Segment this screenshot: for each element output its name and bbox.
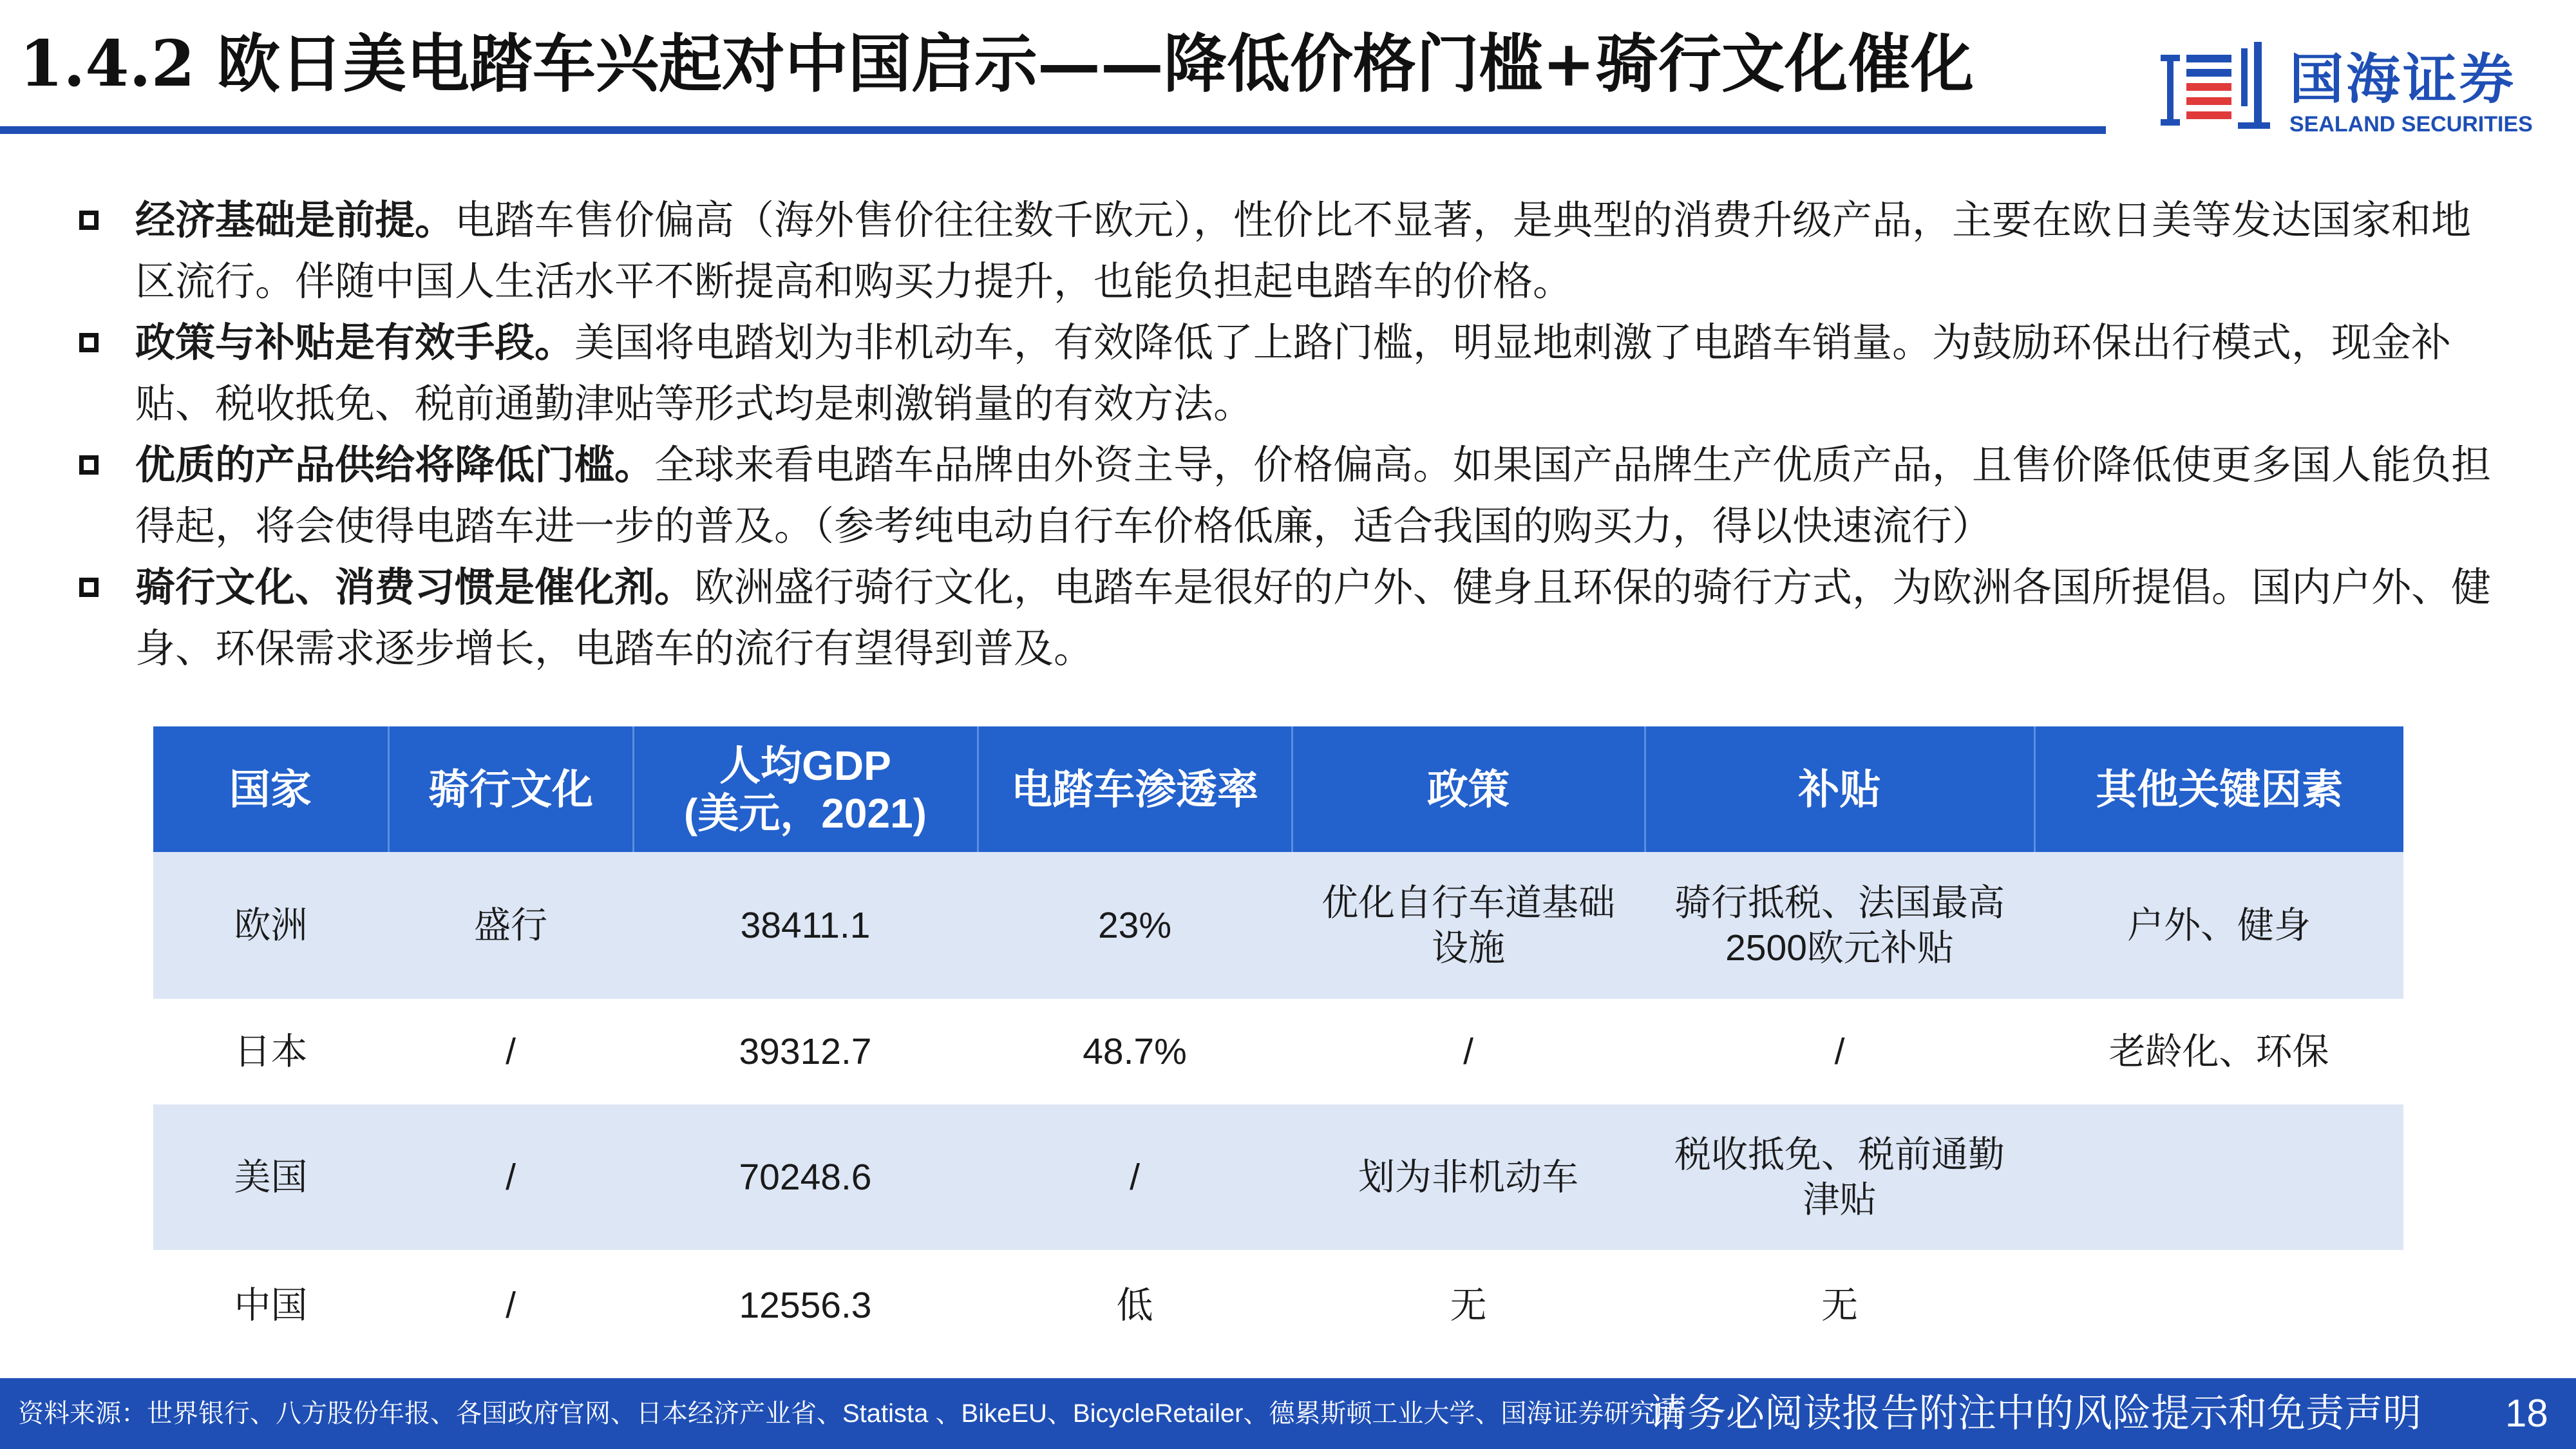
logo-english-name: SEALAND SECURITIES (2289, 112, 2533, 137)
table-cell: 39312.7 (633, 999, 978, 1104)
table-cell: 48.7% (978, 999, 1292, 1104)
table-cell: 低 (978, 1250, 1292, 1361)
square-bullet-icon (79, 455, 99, 475)
table-cell: 日本 (153, 999, 388, 1104)
table-cell (2034, 1250, 2403, 1361)
page-number: 18 (2505, 1392, 2548, 1435)
table-row (153, 1104, 2403, 1250)
bullet-text: 全球来看电踏车品牌由外资主导，价格偏高。如果国产品牌生产优质产品，且售价降低使更多国人能负担得起，将会使得电踏车进一步的普及。（参考纯电动自行车价格低廉，适合我国的购买力，得以快速流行） (135, 443, 2492, 549)
bullet-text: 电踏车售价偏高（海外售价往往数千欧元），性价比不显著，是典型的消费升级产品，主要在欧日美等发达国家和地区流行。伴随中国人生活水平不断提高和购买力提升，也能负担起电踏车的价格。 (135, 198, 2472, 304)
company-logo (2161, 42, 2533, 145)
sealand-logo-icon (2161, 42, 2277, 138)
bullet-text: 欧洲盛行骑行文化，电踏车是很好的户外、健身且环保的骑行方式，为欧洲各国所提倡。国内户外、健身、环保需求逐步增长，电踏车的流行有望得到普及。 (135, 565, 2492, 671)
header-cell: 其他关键因素 (2034, 726, 2403, 852)
table-cell: 欧洲 (153, 852, 388, 999)
disclaimer-notice: 请务必阅读报告附注中的风险提示和免责声明 (1649, 1392, 2421, 1435)
header-gdp-unit: (美元，2021) (684, 790, 927, 837)
table-cell: / (388, 1250, 633, 1361)
bullet-item (74, 190, 2508, 312)
table-cell: 无 (1292, 1250, 1645, 1361)
bullet-list (74, 190, 2508, 679)
table-header-row (153, 726, 2403, 852)
header-cell: 骑行文化 (388, 726, 633, 852)
bullet-lead: 政策与补贴是有效手段。 (135, 321, 575, 365)
header-cell: 政策 (1292, 726, 1645, 852)
table-row (153, 999, 2403, 1104)
bullet-item (74, 557, 2508, 679)
bullet-text: 美国将电踏划为非机动车，有效降低了上路门槛，明显地刺激了电踏车销量。为鼓励环保出行模式，现金补贴、税收抵免、税前通勤津贴等形式均是刺激销量的有效方法。 (135, 321, 2452, 426)
table-cell: 老龄化、环保 (2034, 999, 2403, 1104)
table-row (153, 1250, 2403, 1361)
table-cell: / (388, 1104, 633, 1250)
table-cell: 中国 (153, 1250, 388, 1361)
table-cell: 38411.1 (633, 852, 978, 999)
header-cell: 国家 (153, 726, 388, 852)
table-cell: / (1292, 999, 1645, 1104)
bullet-lead: 骑行文化、消费习惯是催化剂。 (135, 565, 695, 610)
table-cell: / (388, 999, 633, 1104)
bullet-item (74, 312, 2508, 435)
bullet-lead: 经济基础是前提。 (135, 198, 455, 243)
table-cell: 无 (1645, 1250, 2034, 1361)
page-title: 1.4.2 欧日美电踏车兴起对中国启示——降低价格门槛+骑行文化催化 (19, 27, 1975, 101)
table-cell: 12556.3 (633, 1250, 978, 1361)
table-cell: 户外、健身 (2034, 852, 2403, 999)
table-cell: 骑行抵税、法国最高2500欧元补贴 (1645, 852, 2034, 999)
comparison-table (153, 726, 2403, 1361)
square-bullet-icon (79, 211, 99, 230)
table-cell: 23% (978, 852, 1292, 999)
bullet-item (74, 435, 2508, 557)
table-cell: / (1645, 999, 2034, 1104)
table-cell (2034, 1104, 2403, 1250)
footer-bar (0, 1378, 2576, 1449)
title-divider (0, 126, 2106, 134)
header-gdp-label: 人均GDP (719, 742, 891, 789)
source-note: 资料来源：世界银行、八方股份年报、各国政府官网、日本经济产业省、Statista 、BikeEU、BicycleRetailer、德累斯顿工业大学、国海证券研究所 (18, 1399, 1681, 1428)
table-cell: 盛行 (388, 852, 633, 999)
table-cell: 优化自行车道基础设施 (1292, 852, 1645, 999)
square-bullet-icon (79, 578, 99, 597)
table-cell: 美国 (153, 1104, 388, 1250)
logo-chinese-name: 国海证券 (2289, 49, 2517, 109)
table-row (153, 852, 2403, 999)
header-cell: 补贴 (1645, 726, 2034, 852)
header-cell: 电踏车渗透率 (978, 726, 1292, 852)
square-bullet-icon (79, 333, 99, 352)
bullet-lead: 优质的产品供给将降低门槛。 (135, 443, 655, 488)
table-cell: 划为非机动车 (1292, 1104, 1645, 1250)
table-cell: 税收抵免、税前通勤津贴 (1645, 1104, 2034, 1250)
header-cell (633, 726, 978, 852)
table-cell: / (978, 1104, 1292, 1250)
table-cell: 70248.6 (633, 1104, 978, 1250)
